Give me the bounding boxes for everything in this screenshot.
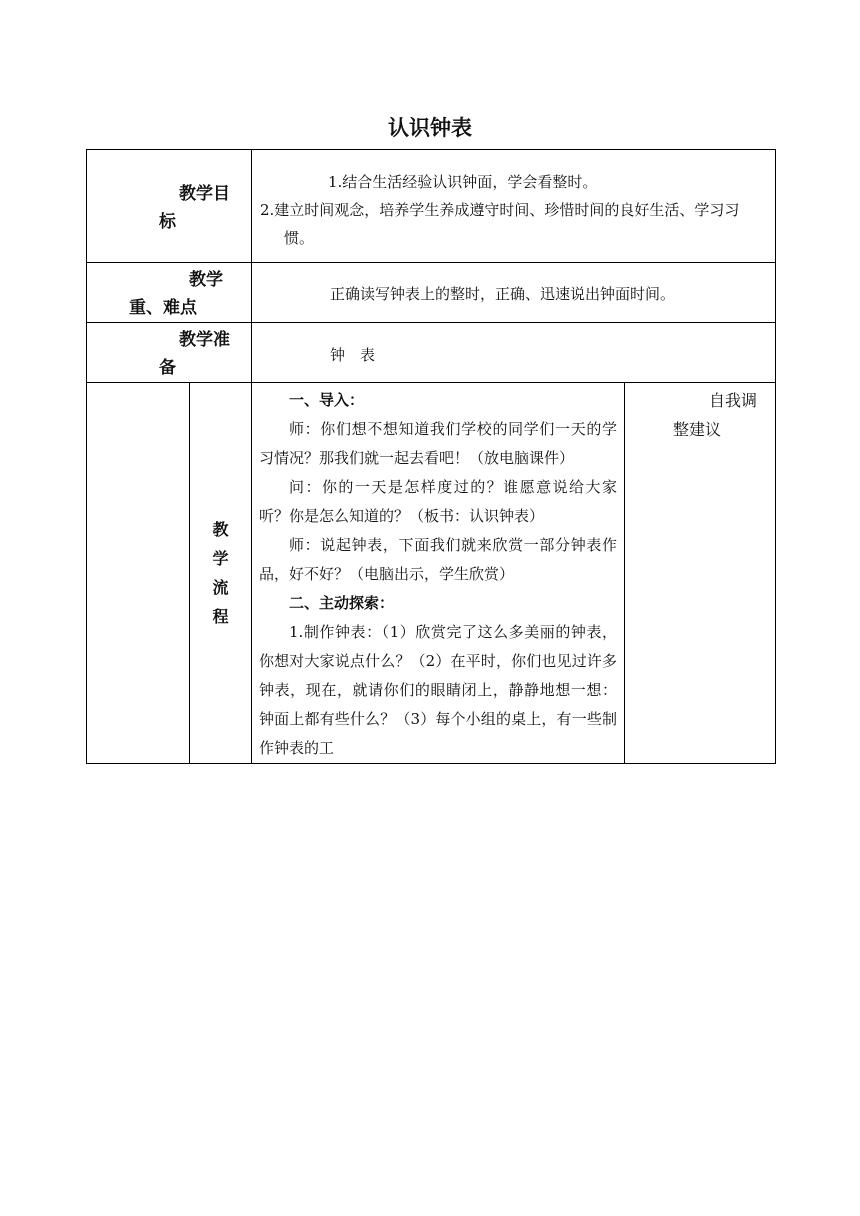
adjustment-notes-label: 自我调整建议 [673, 391, 758, 439]
section-heading-intro: 一、导入： [289, 391, 365, 409]
process-content-cell [252, 383, 625, 764]
process-content [252, 383, 624, 763]
process-paragraph: 1.制作钟表：（1）欣赏完了这么多美丽的钟表，你想对大家说点什么？（2）在平时，你们也见过许多钟表，现在，就请你们的眼睛闭上，静静地想一想：钟面上都有些什么？（3）每个小组的桌上，有一些制作钟表的工 [259, 623, 617, 757]
objectives-label: 教学目标 [159, 184, 230, 232]
objective-item-2: 2.建立时间观念，培养学生养成遵守时间、珍惜时间的良好生活、学习习惯。 [260, 201, 740, 247]
process-label: 教学流程 [212, 520, 229, 626]
process-paragraph: 师：你们想不想知道我们学校的同学们一天的学习情况？那我们就一起去看吧！（放电脑课件） [259, 420, 617, 467]
key-points-label-cell [87, 263, 252, 323]
process-row [87, 383, 776, 764]
preparation-label: 教学准备 [159, 330, 230, 378]
lesson-plan-table [86, 149, 776, 764]
preparation-label-cell [87, 323, 252, 383]
objective-item-1: 1.结合生活经验认识钟面，学会看整时。 [328, 173, 598, 191]
key-points-content-cell [252, 263, 776, 323]
key-points-text: 正确读写钟表上的整时，正确、迅速说出钟面时间。 [330, 285, 676, 303]
process-label-cell [87, 383, 190, 764]
objectives-row [87, 150, 776, 263]
preparation-row [87, 323, 776, 383]
key-points-label: 教学重、难点 [129, 270, 223, 318]
adjustment-notes-cell [625, 383, 776, 764]
objectives-content-cell [252, 150, 776, 263]
document-title: 认识钟表 [388, 116, 472, 140]
preparation-text: 钟 表 [330, 346, 376, 364]
section-heading-explore: 二、主动探索： [289, 594, 395, 612]
process-vertical-label-cell [190, 383, 252, 764]
key-points-row [87, 263, 776, 323]
preparation-content-cell [252, 323, 776, 383]
process-paragraph: 师：说起钟表，下面我们就来欣赏一部分钟表作品，好不好？（电脑出示，学生欣赏） [259, 536, 617, 583]
objectives-label-cell [87, 150, 252, 263]
process-paragraph: 问：你的一天是怎样度过的？谁愿意说给大家听？你是怎么知道的？（板书：认识钟表） [259, 478, 617, 525]
